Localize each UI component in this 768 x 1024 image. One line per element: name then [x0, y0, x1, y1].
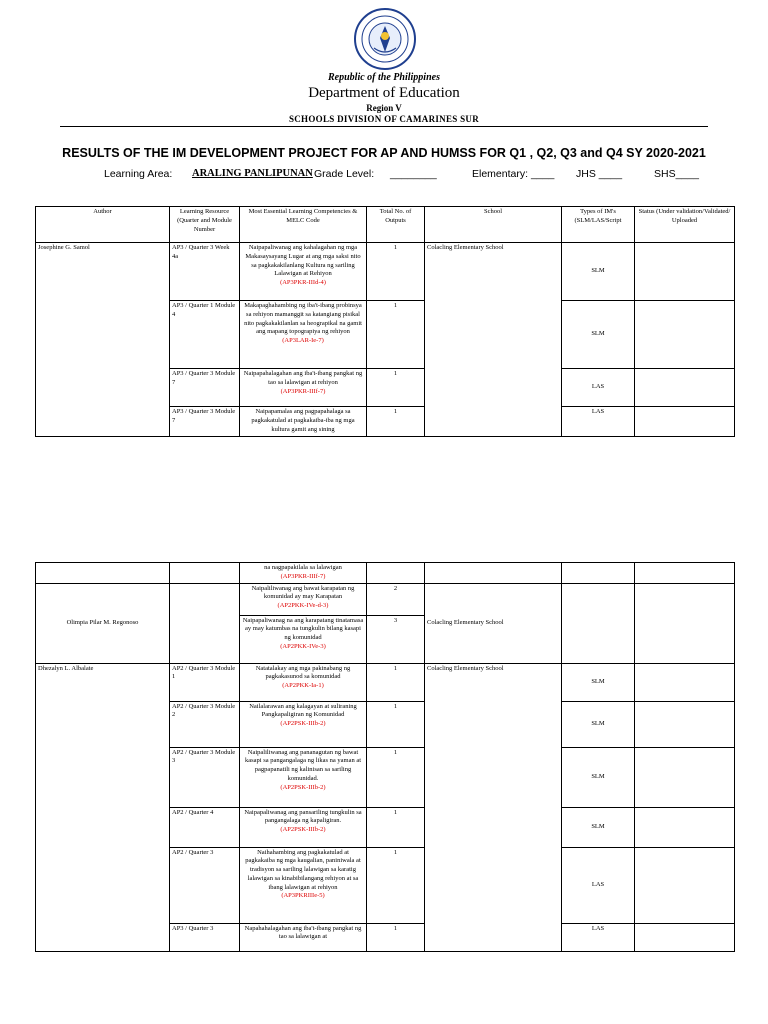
melc-cell: Makapaghahambing ng iba't-ibang probinsya sa rehiyon mamanggit sa katangiang pisikal nito pagkakakilanlan sa heograpikal na gamit ang mapang topograpiya ng rehiyon (AP3LAR-Ie-7): [240, 301, 367, 369]
melc-cell: Naipapaliwanag ang pansariling tungkulin sa pangangalaga ng kapaligiran. (AP2PSK-IIIb-2): [240, 807, 367, 847]
outputs-cell: 3: [367, 615, 425, 663]
resource-cell: AP3 / Quarter 3 Module 7: [170, 407, 240, 437]
school-cell: Colacling Elementary School: [425, 583, 562, 663]
outputs-cell: 1: [367, 407, 425, 437]
table-header-row: [36, 207, 735, 243]
table-row: [36, 243, 735, 301]
melc-code: (AP3LAR-Ie-7): [282, 337, 324, 345]
learning-area-value: ARALING PANLIPUNAN: [192, 168, 313, 179]
author-cell: Olimpia Pilar M. Regonoso: [36, 583, 170, 663]
resource-cell: AP3 / Quarter 3: [170, 923, 240, 951]
type-cell: LAS: [562, 407, 635, 437]
melc-cell: Naipapahalagahan ang iba't-ibang pangkat ng tao sa lalawigan at rehiyon (AP3PKR-IIIf-7): [240, 369, 367, 407]
table-row: [36, 563, 735, 584]
republic-label: Republic of the Philippines: [328, 72, 440, 83]
department-label: Department of Education: [308, 85, 460, 101]
type-cell: SLM: [562, 243, 635, 301]
grade-level-value: ________: [390, 168, 437, 180]
outputs-cell: 1: [367, 243, 425, 301]
type-cell: SLM: [562, 807, 635, 847]
outputs-cell: 2: [367, 583, 425, 615]
type-cell: LAS: [562, 847, 635, 923]
melc-cell: Naipapamalas ang pagpapahalaga sa pagkakatulad at pagkakaiba-iba ng mga kultura gamit ang sining: [240, 407, 367, 437]
region-label: Region V: [366, 103, 402, 113]
status-cell: [635, 747, 735, 807]
melc-code: (AP2PSK-IIIb-2): [280, 720, 326, 728]
status-cell: [635, 663, 735, 701]
resource-cell: AP2 / Quarter 3 Module 3: [170, 747, 240, 807]
melc-code: (AP2PSK-IIIb-2): [280, 783, 326, 791]
resource-cell: [170, 583, 240, 663]
melc-code: (AP3PKR-IIIf-7): [280, 572, 326, 580]
melc-cell: Naipaliliwanag ang bawat karapatan ng komunidad ay may Karapatan (AP2PKK-IVe-d-3): [240, 583, 367, 615]
type-cell: LAS: [562, 369, 635, 407]
school-cell: Colacling Elementary School: [425, 663, 562, 951]
melc-cell: Naihahambing ang pagkakatulad at pagkakaiba ng mga kaugalian, paniniwala at tradisyon sa sariling lalawigan sa karatig lalawigan sa kinabibilangang rehiyon at sa ibang lalawigan at rehiyon (AP3PKRIIIe-5): [240, 847, 367, 923]
table-row: [36, 663, 735, 701]
grade-level-label: Grade Level:: [314, 168, 375, 180]
outputs-cell: 1: [367, 369, 425, 407]
melc-cell: Napahahalagahan ang iba't-ibang pangkat ng tao sa lalawigan at: [240, 923, 367, 951]
melc-cell: na nagpapakilala sa lalawigan (AP3PKR-IIIf-7): [240, 563, 367, 584]
melc-code: (AP3PKRIIIe-5): [281, 892, 325, 900]
status-cell: [635, 243, 735, 301]
col-author: Author: [36, 207, 170, 243]
resource-cell: AP3 / Quarter 3 Week 4a: [170, 243, 240, 301]
resource-cell: AP2 / Quarter 4: [170, 807, 240, 847]
resource-cell: AP3 / Quarter 1 Module 4: [170, 301, 240, 369]
melc-code: (AP2PKK-Ia-1): [282, 682, 324, 690]
document-title: RESULTS OF THE IM DEVELOPMENT PROJECT FOR AP AND HUMSS FOR Q1 , Q2, Q3 and Q4 SY 2020-2021: [62, 146, 706, 160]
results-table-page2: [35, 562, 735, 952]
type-cell: [562, 583, 635, 663]
outputs-cell: [367, 563, 425, 584]
table-row: [36, 583, 735, 615]
status-cell: [635, 407, 735, 437]
melc-code: (AP2PSK-IIIb-2): [280, 826, 326, 834]
status-cell: [635, 807, 735, 847]
melc-code: (AP3PKR-IIId-4): [280, 279, 326, 287]
author-cell: [36, 563, 170, 584]
type-cell: SLM: [562, 663, 635, 701]
type-cell: SLM: [562, 701, 635, 747]
type-cell: SLM: [562, 301, 635, 369]
melc-cell: Naipapaliwanag ang kahalagahan ng mga Makasaysayang Lugar at ang mga saksi nito sa pagkakakilanlang Kultura ng sariling Lalawigan at Rehiyon (AP3PKR-IIId-4): [240, 243, 367, 301]
resource-cell: [170, 563, 240, 584]
author-cell: Josephine G. Samol: [36, 243, 170, 437]
type-cell: LAS: [562, 923, 635, 951]
division-label: SCHOOLS DIVISION OF CAMARINES SUR: [288, 114, 480, 124]
col-type: Types of IM's (SLM/LAS/Script: [562, 207, 635, 243]
outputs-cell: 1: [367, 923, 425, 951]
type-cell: [562, 563, 635, 584]
resource-cell: AP2 / Quarter 3: [170, 847, 240, 923]
status-cell: [635, 583, 735, 663]
header-divider: [60, 126, 708, 127]
school-cell: [425, 563, 562, 584]
jhs-label: JHS ____: [576, 168, 623, 180]
results-table-page1: [35, 206, 735, 437]
col-status: Status (Under validation/Validated/ Uploaded: [635, 207, 735, 243]
resource-cell: AP3 / Quarter 3 Module 7: [170, 369, 240, 407]
status-cell: [635, 563, 735, 584]
melc-code: (AP2PKK-IVe-d-3): [277, 602, 329, 610]
type-cell: SLM: [562, 747, 635, 807]
col-melc: Most Essential Learning Competencies & MELC Code: [240, 207, 367, 243]
outputs-cell: 1: [367, 807, 425, 847]
deped-seal-logo: [354, 8, 416, 70]
melc-code: (AP2PKK-IVe-3): [280, 642, 326, 650]
outputs-cell: 1: [367, 847, 425, 923]
author-cell: Dhezalyn L. Albalate: [36, 663, 170, 951]
status-cell: [635, 923, 735, 951]
outputs-cell: 1: [367, 301, 425, 369]
status-cell: [635, 301, 735, 369]
outputs-cell: 1: [367, 701, 425, 747]
status-cell: [635, 847, 735, 923]
outputs-cell: 1: [367, 747, 425, 807]
col-resource: Learning Resource (Quarter and Module Number: [170, 207, 240, 243]
melc-cell: Naipapaliwanag na ang karapatang tinatamasa ay may katumbas na tungkulin bilang kasapi ng komunidad (AP2PKK-IVe-3): [240, 615, 367, 663]
melc-cell: Natatalakay ang mga pakinabang ng pagkakasunod sa komunidad (AP2PKK-Ia-1): [240, 663, 367, 701]
col-outputs: Total No. of Outputs: [367, 207, 425, 243]
shs-label: SHS____: [654, 168, 699, 180]
status-cell: [635, 701, 735, 747]
resource-cell: AP2 / Quarter 3 Module 2: [170, 701, 240, 747]
col-school: School: [425, 207, 562, 243]
outputs-cell: 1: [367, 663, 425, 701]
resource-cell: AP2 / Quarter 3 Module 1: [170, 663, 240, 701]
melc-cell: Naipaliliwanag ang pananagutan ng bawat kasapi sa pangangalaga ng likas na yaman at pagpapanatili ng kalinisan sa sariling komunidad. (AP2PSK-IIIb-2): [240, 747, 367, 807]
school-cell: Colacling Elementary School: [425, 243, 562, 437]
learning-area-label: Learning Area:: [104, 168, 173, 180]
elementary-label: Elementary: ____: [472, 168, 555, 180]
status-cell: [635, 369, 735, 407]
melc-cell: Nailalarawan ang kalagayan at suliraning Pangkapaligiran ng Komunidad (AP2PSK-IIIb-2): [240, 701, 367, 747]
melc-code: (AP3PKR-IIIf-7): [280, 387, 326, 395]
